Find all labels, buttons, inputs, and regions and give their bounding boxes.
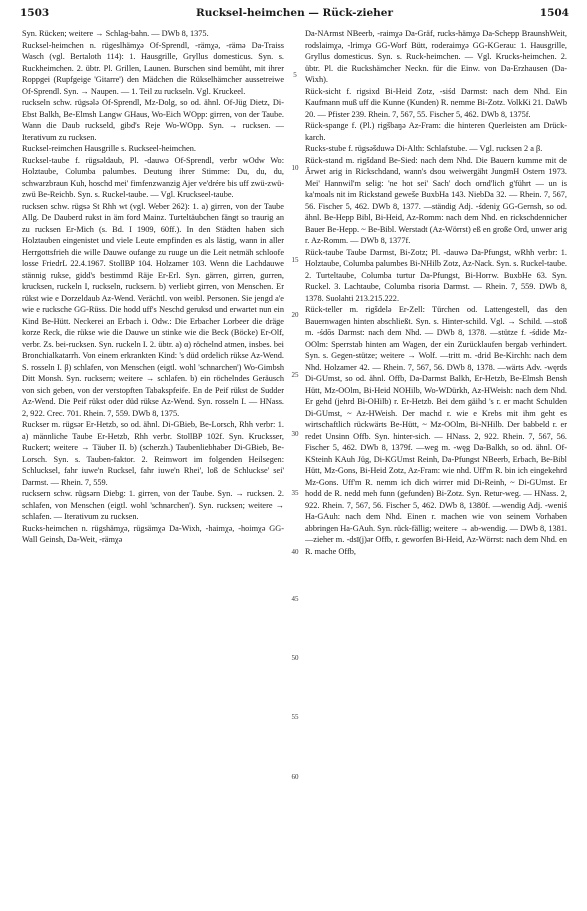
- entry-text: rucksen schw. rügsə St Rhh wt (vgl. Weber 262): 1. a) girren, von der Taube Allg. De Dauberd rukst in äm ford Mainz. Turteltäubchen fängt so traurig an zu rucksen Er-Mich (s. Bd. I 1909, 60ff.). In den Städten haben sich Holztauben eingenistet und viele Leute empfinden es als lästig, wann in aller Herrgottsfrieh die wille Dauwe oufange zu ruuge un die Leit netmäh schloofe losse FriedrL 22.4.1967. StollBP 104. Holzamer 103. Wenn die Lachdauwe stännig rukse, gidd's bestimmd Räje Er-Erl. Syn. gärren, girren, gurren, krucksen, ruckeln I, ruckseln, rucksern. b) verliebt girren, von Menschen. Er rükst wie e Dorzeldaub Az-Wend. Verächtl. von weibl. Personen. Sie jengd a'e wie e rucksche GG-Rüss. Die hodd uff's Neschd geruksd und erwartet nun ein Kind Be-Hütt. Neckerei an Erbach i. Odw.: Die Erbacher Lorbeer die dräge korze Reck, die rükse wie die Dauwe un stinke wie die Beck (Böcke) Er-Olf, verbr. Zs. bei-rucksen. Syn. ruckeln I. 2. übtr. a) α) röchelnd atmen, insbes. bei Bronchialkatarrh. Von einem erkrankten Kind: 's düd ordelich rükse Az-Wend. S. rosseln I. β) schlafen, von Menschen (eigtl. wohl 'schnarchen') Wo-Gimbsh Ditt Monsh. Syn. rucksern; weitere → schlafen. b) ein röchelndes Geräusch von sich geben, von der verstopften Tabakspfeife. En de Peif rükst de Sudder Az-Wend. Die Peif rükst oder düd rükse Az-Wend. Syn. rosseln I. — HNass. 2, 922. Crec. 701. Rhein. 7, 559. DWb 8, 1375.: [22, 201, 284, 418]
- entry-text: Syn. Rücken; weitere → Schlag-bahn. — DWb 8, 1375.: [22, 29, 209, 38]
- entry-text: Rück-sicht f. rigsixd Bi-Heid Zotz, -siśd Darmst: nach dem Nhd. Ein Kaufmann muß uff die Kunne (Kunden) R. nemme Bi-Zotz. VolkKi 21. DaWb 20. — Pfister 239. Rhein. 7, 567, 55. Fischer 5, 462. DWb 8, 1375f.: [305, 86, 567, 119]
- entry-text: Rück-stand m. rigšdand Be-Sied: nach dem Nhd. Die Bauern kumme mit de Ärwet arig in Rickschdand, wann's dsou weiwergäht JungmH Ostern 1973. Mei' Hannwil'm selig: 'ne hot sei' Sach' doch ornd'lich g'führt — un is ka'moals nit im Rickstand geweše BuxbHa 143. NiebDa 32. — Rhein. 7, 567, 56. Fischer 5, 462. DWb 8, 1377. —ständig Adj. -śdeniχ GG-Gernsh, so od. ähnl. Be-Hepp Bibl, Bi-Heid, Az-Romm: nach dem Nhd. en rickschdennicher Bauer Be-Hepp. ~ Be-Bibl. Werstadt (Az-Wörrst) eß en große Ord, unwer arig r. Az-Romm. — DWb 8, 1377f.: [305, 155, 567, 245]
- line-number: 35: [291, 489, 299, 497]
- right-column: [305, 28, 567, 903]
- entry-text: rucksern schw. rügsərn Diebg: 1. girren, von der Taube. Syn. → rucksen. 2. schlafen, von Menschen (eigtl. wohl 'schnarchen'). Syn. rucksen; weitere → schlafen. — Iterativum zu rucksen.: [22, 489, 284, 521]
- line-number: 55: [291, 713, 299, 721]
- page-number-left: 1503: [20, 7, 50, 19]
- entry-text: Rucksel-taube f. rügsəldaub, Pl. -dauwə Of-Sprendl, verbr wOdw Wo: Holztaube, Columba palumbes. Deutung ihrer Stimme: Du, du, du, schwarzbraun Kuh, hoschd mei' fimfenzwanzig Ajer ve'drére bis uff zwü-zwü-zwü Be-Reichb. Syn. s. Ruckel-taube. — Vgl. Kruckseel-taube.: [22, 155, 284, 199]
- entry-text: Rucks-stube f. rügsəšduwə Di-Alth: Schlafstube. — Vgl. rucksen 2 a β.: [305, 144, 543, 153]
- running-title: Rucksel-heimchen — Rück-zieher: [196, 7, 393, 19]
- line-number: 60: [291, 773, 299, 781]
- entry-text: Rucksel-reimchen Hausgrille s. Ruckseel-heimchen.: [22, 144, 196, 153]
- entry-text: Ruckser m. rügsər Er-Hetzb, so od. ähnl. Di-GBieb, Be-Lorsch, Rhh verbr: 1. a) männliche Taube Er-Hetzb, Rhh verbr. StollBP 102f. Syn. Krucksser, Ruckert; weitere → Täuber II. b) (scherzh.) Taubenliebhaber Di-GBieb, Be-Lorsch. Syn. s. Tauben-faktor. 2. Reimwort im folgenden Heilsegen: Schlucksel, fahr iuwe'n Rucksel, fahr iuwe'n Rhei', loß de Schluckse' sei' Darmst. — Rhein. 7, 559.: [22, 420, 284, 487]
- entry-text: Rucks-heimchen n. rügshämχə, rügsämχə Da-Wixh, -haimχə, -hoimχə GG-Wall Geinsh, Da-Weit, -rämχə: [22, 523, 284, 544]
- line-number: 45: [291, 595, 299, 603]
- entry-text: Rück-taube Taube Darmst, Bi-Zotz; Pl. -dauwə Da-Pfungst, wRhh verbr: 1. Holztaube, Columba palumbes Bi-NHilb Zotz, Az-Nack. Syn. s. Ruckel-taube. 2. Turteltaube, Columba turtur Da-Pfungst, Bi-Horrw. BuxbHe 63. Syn. Ruckel. 3. Lachtaube, Columba risoria Darmst. — Rhein. 7, 559. DWb 8, 1378. Suolahti 213.215.222.: [305, 247, 567, 303]
- entry-text: Da-NArmst NBeerb, -raimχə Da-Gräf, rucks-hämχə Da-Schepp BraunshWeit, rodslaimχə, -lrimχə GG-Worf Bütt, roderaimχə GG-KGerau: 1. Hausgrille, Gryllus domesticus. Syn. s. Ruck-heimchen. — Vgl. Krucks-heimchen. 2. übtr. Pl. die Ruckshämcher Neckn. für die Einw. von Da-Erzhausen (Da-Wixh).: [305, 29, 567, 84]
- entry-text: Rucksel-heimchen n. rügeslhämχə Of-Sprendl, -rämχə, -rämə Da-Traiss Wasch (vgl. Bertaloth 114): 1. Hausgrille, Gryllus domesticus. Syn. s. Ruckheimchen. 2. übtr. Pl. Grillen, Launen. Burschen sind bemüht, mit ihrer Roppgei (Rupfgeige 'Gitarre') den Mädchen die Rükselhämcher aussetreiwe Of-Sprendl. Syn. → Naupen. — 1. Teil zu ruckseln. Vgl. Kruckeel.: [22, 40, 284, 96]
- entry-text: Rück-teller m. rigšdelə Er-Zell: Türchen od. Lattengestell, das den Bauernwagen hinten abschließt. Syn. s. Hinter-schild. Vgl. → Schild. —stoß m. -śdōs Darmst: nach dem Nhd. — DWb 8, 1378. —stütze f. -śdide Mz-OOlm: Sperrstab hinten am Wagen, der ein Zurücklaufen bergab verhindert. Syn. s. Gegen-stütze; weitere → Wolf. —tritt m. -drid Be-Kirchh: nach dem Nhd. Holzamer 42. — Rhein. 7, 567, 56. DWb 8, 1378. —wärts Adv. -węrds Di-GUmst, so od. ähnl. Offb, Da-Darmst Balkh, Er-Hetzb, Be-Elmsh Bensh Hütt, Mz-OOlm, Bi-Heid NOHilb, Wo-WDürkh, Az-HWeish: nach dem Nhd. Er gehd (jehrd Bi-OHilb) r. Er-Hetzb. Bei dem gäihd 's r. er macht Schulden Di-GUmst, ~ Az-HWeish. Der machd r. wie e Krebs mit ihm geht es wirtschaftlich rückwärts Be-Hütt, ~ Mz-OOlm, Bi-NHilb. Der babbeld r. er redet Unsinn Offb. Syn. hinter-sich. — HNass. 2, 922. Rhein. 7, 567, 56. Fischer 5, 462. DWb 8, 1379f. —weg m. -węg Da-Balkh, so od. ähnl. Of-KSteinh KAuh Jüg, Di-KGUmst Reinh, Da-Pfungst NBeerb, Erbach, Be-Bibl Hütt, Mz-Gons, Bi-Heid Zotz, Az-Fram: wie nhd. Uff'm R. bin ich eingekehrd Mz-Gons. Uff'm R. nemm ich dich wirrer mid Di-Reinh, ~ Di-GUmst. Er hodd de R. nedd meh funn (gefunden) Bi-Zotz. Syn. Retur-weg. — HNass. 2, 922. Rhein. 7, 567, 56. Fischer 5, 462. DWb 8, 1380f. —wendig Adj. -weniś Ha-GAuh: nach dem Nhd. Einen r. machen wie von seinem Vorhaben abbringen Ha-GAuh. Syn. rück-fällig; weitere → ab-wendig. — DWb 8, 1381. —zieher m. -dsī(j)ər Offb, r. geworfen Bi-Heid, Az-Wörrst: nach dem Nhd. en R. mache Offb,: [305, 305, 567, 556]
- line-number: 30: [291, 430, 299, 438]
- page-number-right: 1504: [539, 7, 569, 19]
- running-header: [20, 7, 569, 21]
- line-number: 5: [293, 71, 297, 79]
- line-number: 25: [291, 371, 299, 379]
- line-number: 15: [291, 256, 299, 264]
- line-number: 20: [291, 311, 299, 319]
- line-number: 40: [291, 548, 299, 556]
- line-number: 10: [291, 164, 299, 172]
- line-number: 50: [291, 654, 299, 662]
- left-column: [22, 28, 284, 903]
- entry-text: ruckseln schw. rügsələ Of-Sprendl, Mz-Dolg, so od. ähnl. Of-Jüg Dietz, Di-Ebst Balkh, Be-Elmsh Langw GHaus, Wo-Eich WOpp: girren, von der Taube. Wann die Daub ruckseld, gibd's Reje Wo-WOpp. Syn. → rucksen. — Iterativum zu rucksen.: [22, 98, 284, 142]
- entry-text: Rück-spange f. (Pl.) rigšbaŋə Az-Fram: die hinteren Querleisten am Drück-karch.: [305, 121, 567, 142]
